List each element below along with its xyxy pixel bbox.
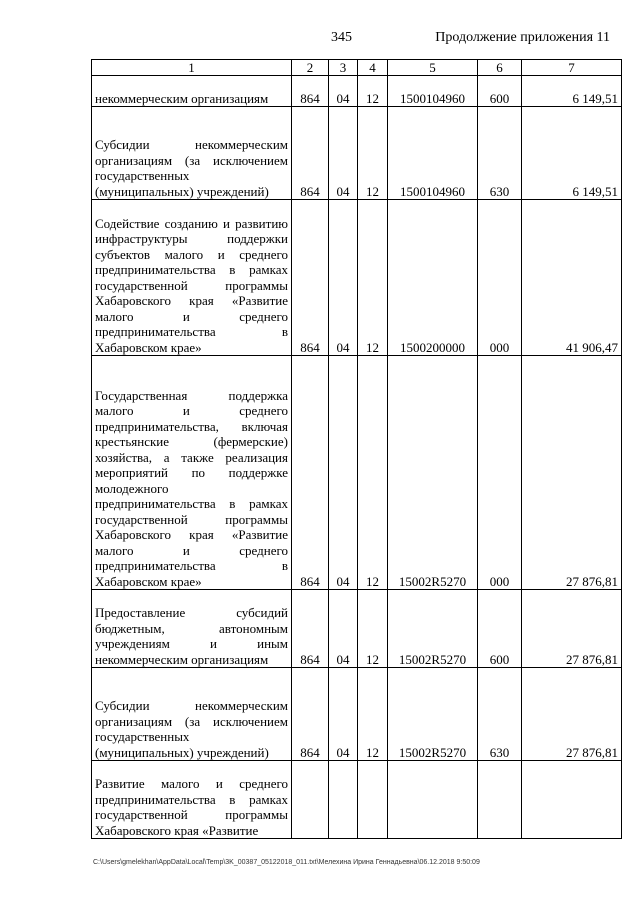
table-row: [92, 76, 622, 107]
row-section: [329, 761, 358, 839]
column-header: 4: [358, 60, 388, 76]
row-target-article: 15002R5270: [388, 590, 478, 668]
row-amount: 27 876,81: [522, 668, 622, 761]
column-header: 7: [522, 60, 622, 76]
row-subsection: 12: [358, 356, 388, 590]
row-amount: 27 876,81: [522, 590, 622, 668]
row-expense-type: 000: [478, 200, 522, 356]
table-row: [92, 200, 622, 356]
table-header-row: [92, 60, 622, 76]
row-expense-type: 630: [478, 668, 522, 761]
row-name: некоммерческим организациям: [92, 76, 292, 107]
row-admin-code: 864: [292, 200, 329, 356]
column-header: 2: [292, 60, 329, 76]
row-admin-code: 864: [292, 590, 329, 668]
row-section: 04: [329, 668, 358, 761]
table-row: [92, 356, 622, 590]
row-subsection: [358, 761, 388, 839]
row-expense-type: 000: [478, 356, 522, 590]
table-row: [92, 761, 622, 839]
row-target-article: 15002R5270: [388, 668, 478, 761]
row-name: Содействие созданию и развитию инфраструктуры поддержки субъектов малого и среднего предпринимательства в рамках государственной программы Хабаровского края «Развитие малого и среднего предпринимательства в Хабаровском крае»: [92, 200, 292, 356]
row-admin-code: 864: [292, 76, 329, 107]
row-name: Предоставление субсидий бюджетным, автономным учреждениям и иным некоммерческим организациям: [92, 590, 292, 668]
row-target-article: 15002R5270: [388, 356, 478, 590]
budget-table: [91, 59, 622, 839]
row-expense-type: 600: [478, 590, 522, 668]
row-section: 04: [329, 107, 358, 200]
row-section: 04: [329, 356, 358, 590]
file-path-footer: C:\Users\gmelekhan\AppData\Local\Temp\3K_00387_05122018_011.txt\Мелехина Ирина Геннадьевна\06.12.2018 9:50:09: [93, 859, 480, 866]
column-header: 6: [478, 60, 522, 76]
table-row: [92, 107, 622, 200]
row-subsection: 12: [358, 668, 388, 761]
row-target-article: 1500200000: [388, 200, 478, 356]
row-amount: 41 906,47: [522, 200, 622, 356]
row-section: 04: [329, 76, 358, 107]
row-expense-type: [478, 761, 522, 839]
row-subsection: 12: [358, 76, 388, 107]
row-amount: 6 149,51: [522, 76, 622, 107]
row-subsection: 12: [358, 200, 388, 356]
column-header: 3: [329, 60, 358, 76]
row-section: 04: [329, 200, 358, 356]
row-admin-code: [292, 761, 329, 839]
row-name: Развитие малого и среднего предпринимательства в рамках государственной программы Хабаровского края «Развитие: [92, 761, 292, 839]
row-subsection: 12: [358, 590, 388, 668]
row-expense-type: 600: [478, 76, 522, 107]
row-amount: [522, 761, 622, 839]
page-number: 345: [331, 30, 352, 45]
row-target-article: [388, 761, 478, 839]
table-row: [92, 590, 622, 668]
row-subsection: 12: [358, 107, 388, 200]
row-section: 04: [329, 590, 358, 668]
row-target-article: 1500104960: [388, 76, 478, 107]
row-amount: 27 876,81: [522, 356, 622, 590]
row-admin-code: 864: [292, 356, 329, 590]
column-header: 1: [92, 60, 292, 76]
row-admin-code: 864: [292, 107, 329, 200]
table-row: [92, 668, 622, 761]
row-target-article: 1500104960: [388, 107, 478, 200]
row-name: Субсидии некоммерческим организациям (за исключением государственных (муниципальных) учреждений): [92, 668, 292, 761]
column-header: 5: [388, 60, 478, 76]
row-expense-type: 630: [478, 107, 522, 200]
row-name: Государственная поддержка малого и среднего предпринимательства, включая крестьянские (фермерские) хозяйства, а также реализация мероприятий по поддержке молодежного предпринимательства в рамках государственной программы Хабаровского края «Развитие малого и среднего предпринимательства в Хабаровском крае»: [92, 356, 292, 590]
continuation-label: Продолжение приложения 11: [435, 30, 610, 45]
row-admin-code: 864: [292, 668, 329, 761]
row-name: Субсидии некоммерческим организациям (за исключением государственных (муниципальных) учреждений): [92, 107, 292, 200]
row-amount: 6 149,51: [522, 107, 622, 200]
